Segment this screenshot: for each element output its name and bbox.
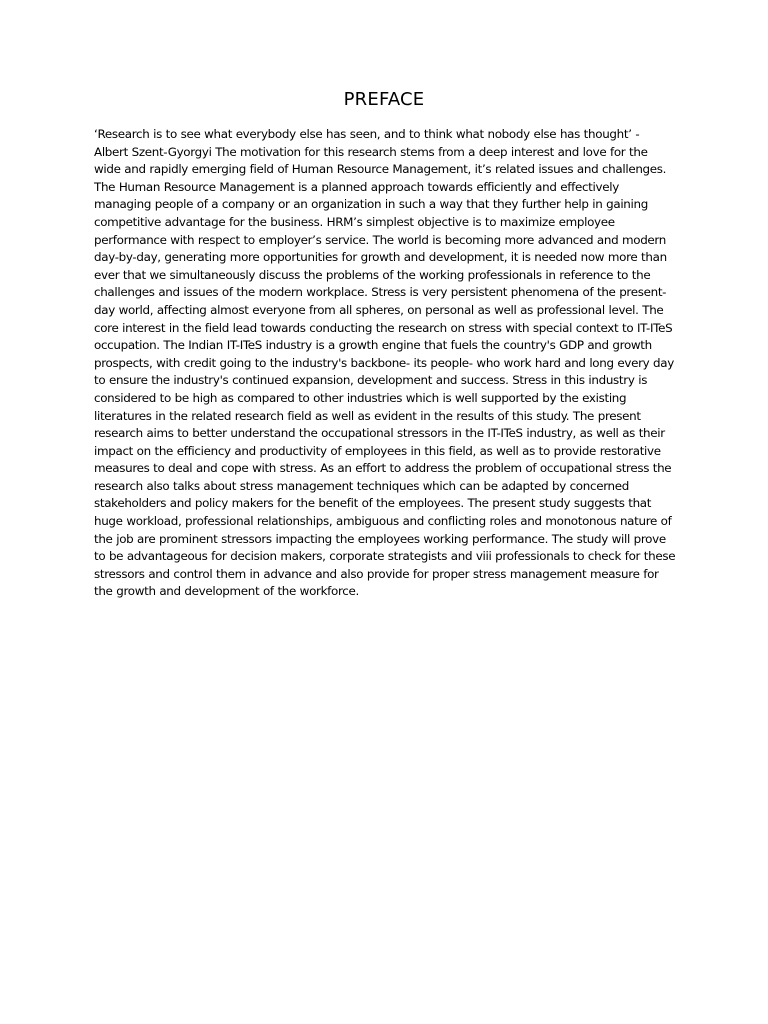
page-title: PREFACE xyxy=(343,89,425,110)
preface-paragraph: ‘Research is to see what everybody else has seen, and to think what nobody else has thought’ - Albert Szent-Gyorgyi The motivation for this research stems from a deep interest and love for the wide and rapidly emerging field of Human Resource Management, it’s related issues and challenges. The Human Resource Management is a planned approach towards efficiently and effectively managing people of a company or an organization in such a way that they further help in gaining competitive advantage for the business. HRM’s simplest objective is to maximize employee performance with respect to employer’s service. The world is becoming more advanced and modern day-by-day, generating more opportunities for growth and development, it is needed now more than ever that we simultaneously discuss the problems of the working professionals in reference to the challenges and issues of the modern workplace. Stress is very persistent phenomena of the present-day world, affecting almost everyone from all spheres, on personal as well as professional level. The core interest in the field lead towards conducting the research on stress with special context to IT-ITeS occupation. The Indian IT-ITeS industry is a growth engine that fuels the country's GDP and growth prospects, with credit going to the industry's backbone- its people- who work hard and long every day to ensure the industry's continued expansion, development and success. Stress in this industry is considered to be high as compared to other industries which is well supported by the existing literatures in the related research field as well as evident in the results of this study. The present research aims to better understand the occupational stressors in the IT-ITeS industry, as well as their impact on the efficiency and productivity of employees in this field, as well as to provide restorative measures to deal and cope with stress. As an effort to address the problem of occupational stress the research also talks about stress management techniques which can be adapted by concerned stakeholders and policy makers for the benefit of the employees. The present study suggests that huge workload, professional relationships, ambiguous and conflicting roles and monotonous nature of the job are prominent stressors impacting the employees working performance. The study will prove to be advantageous for decision makers, corporate strategists and viii professionals to check for these stressors and control them in advance and also provide for proper stress management measure for the growth and development of the workforce. xyxy=(94,127,676,599)
